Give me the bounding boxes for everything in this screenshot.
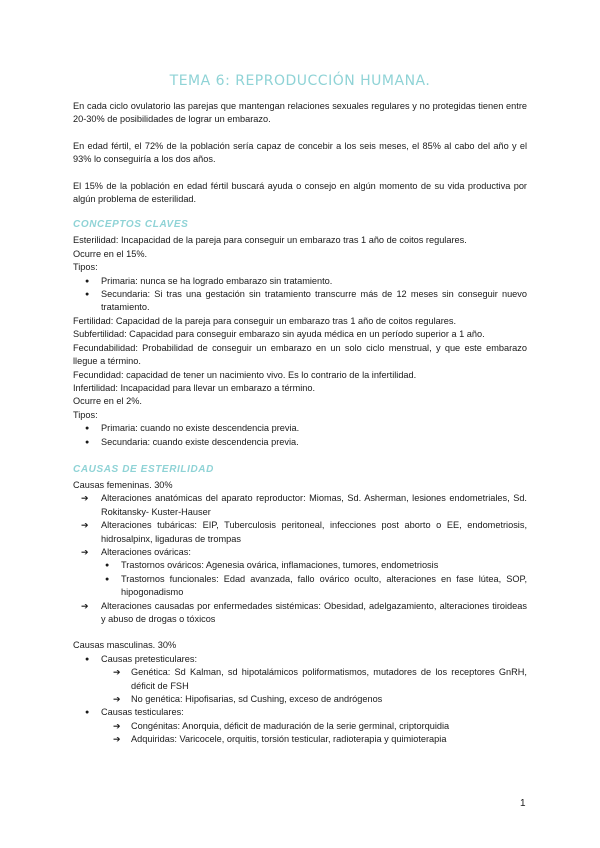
list-item: ● Primaria: cuando no existe descendencia previa.: [73, 422, 527, 435]
list-item: ● Primaria: nunca se ha logrado embarazo sin tratamiento.: [73, 275, 527, 288]
section-heading-conceptos: CONCEPTOS CLAVES: [73, 219, 189, 231]
esterilidad-percentage: Ocurre en el 15%.: [73, 248, 148, 259]
section-heading-causas: CAUSAS DE ESTERILIDAD: [73, 463, 214, 475]
esterilidad-types-list: [73, 275, 527, 315]
list-item: ➔ No genética: Hipofisarias, sd Cushing, exceso de andrógenos: [73, 693, 527, 706]
fecundidad-definition: Fecundidad: capacidad de tener un nacimiento vivo. Es lo contrario de la infertilidad.: [73, 369, 417, 380]
list-item: ● Secundaria: cuando existe descendencia previa.: [73, 436, 527, 449]
causas-masculinas-label: Causas masculinas. 30%: [73, 640, 177, 651]
infertilidad-percentage: Ocurre en el 2%.: [73, 396, 142, 407]
list-item: ➔ Alteraciones ováricas:: [73, 546, 527, 559]
list-item: ● Trastornos funcionales: Edad avanzada, fallo ovárico oculto, alteraciones en fase lútea, SOP, hipogonadismo: [73, 573, 527, 600]
esterilidad-definition: Esterilidad: Incapacidad de la pareja para conseguir un embarazo tras 1 año de coitos regulares.: [73, 235, 467, 246]
causas-masculinas-list: [73, 653, 527, 747]
document-page: [73, 72, 527, 747]
list-item: ➔ Genética: Sd Kalman, sd hipotalámicos poliformatismos, mutadores de los receptores GnRH, déficit de FSH: [73, 666, 527, 693]
list-item: ● Causas pretesticulares:: [73, 653, 527, 666]
list-item: ➔ Congénitas: Anorquia, déficit de maduración de la serie germinal, criptorquidia: [73, 720, 527, 733]
intro-paragraph-1: En cada ciclo ovulatorio las parejas que mantengan relaciones sexuales regulares y no protegidas tienen entre 20-30% de posibilidades de lograr un embarazo.: [73, 101, 527, 125]
list-item: ● Causas testiculares:: [73, 706, 527, 719]
page-number: 1: [520, 798, 526, 809]
list-item: ➔ Alteraciones causadas por enfermedades sistémicas: Obesidad, adelgazamiento, alteraciones tiroideas y abuso de drogas o tóxicos: [73, 600, 527, 627]
subfertilidad-definition: Subfertilidad: Capacidad para conseguir embarazo sin ayuda médica en un período superior a 1 año.: [73, 329, 485, 340]
list-item: ➔ Alteraciones tubáricas: EIP, Tuberculosis peritoneal, infecciones post aborto o EE, endometriosis, hidrosalpinx, ligaduras de trompas: [73, 519, 527, 546]
list-item: ➔ Adquiridas: Varicocele, orquitis, torsión testicular, radioterapia y quimioterapia: [73, 733, 527, 746]
spacer: [73, 626, 527, 639]
causas-femeninas-list: [73, 492, 527, 626]
list-item: ➔ Alteraciones anatómicas del aparato reproductor: Miomas, Sd. Asherman, lesiones endometriales, Sd. Rokitansky- Kuster-Hauser: [73, 492, 527, 519]
fertilidad-definition: Fertilidad: Capacidad de la pareja para conseguir un embarazo tras 1 año de coitos regulares.: [73, 315, 457, 326]
causas-femeninas-label: Causas femeninas. 30%: [73, 479, 173, 490]
intro-paragraph-2: En edad fértil, el 72% de la población sería capaz de concebir a los seis meses, el 85% al cabo del año y el 93% lo conseguiría a los dos años.: [73, 140, 527, 165]
tipos-label: Tipos:: [73, 262, 98, 273]
list-item: ● Trastornos ováricos: Agenesia ovárica, inflamaciones, tumores, endometriosis: [73, 559, 527, 572]
infertilidad-types-list: [73, 422, 527, 449]
infertilidad-definition: Infertilidad: Incapacidad para llevar un embarazo a término.: [73, 382, 316, 393]
document-title: TEMA 6: REPRODUCCIÓN HUMANA.: [169, 73, 431, 89]
intro-paragraph-3: El 15% de la población en edad fértil buscará ayuda o consejo en algún momento de su vida productiva por algún problema de esterilidad.: [73, 180, 527, 205]
fecundabilidad-definition: Fecundabilidad: Probabilidad de conseguir un embarazo en un solo ciclo menstrual, y que este embarazo llegue a término.: [73, 342, 527, 367]
list-item: ● Secundaria: Si tras una gestación sin tratamiento transcurre más de 12 meses sin conseguir nuevo tratamiento.: [73, 288, 527, 315]
tipos-label: Tipos:: [73, 409, 98, 420]
